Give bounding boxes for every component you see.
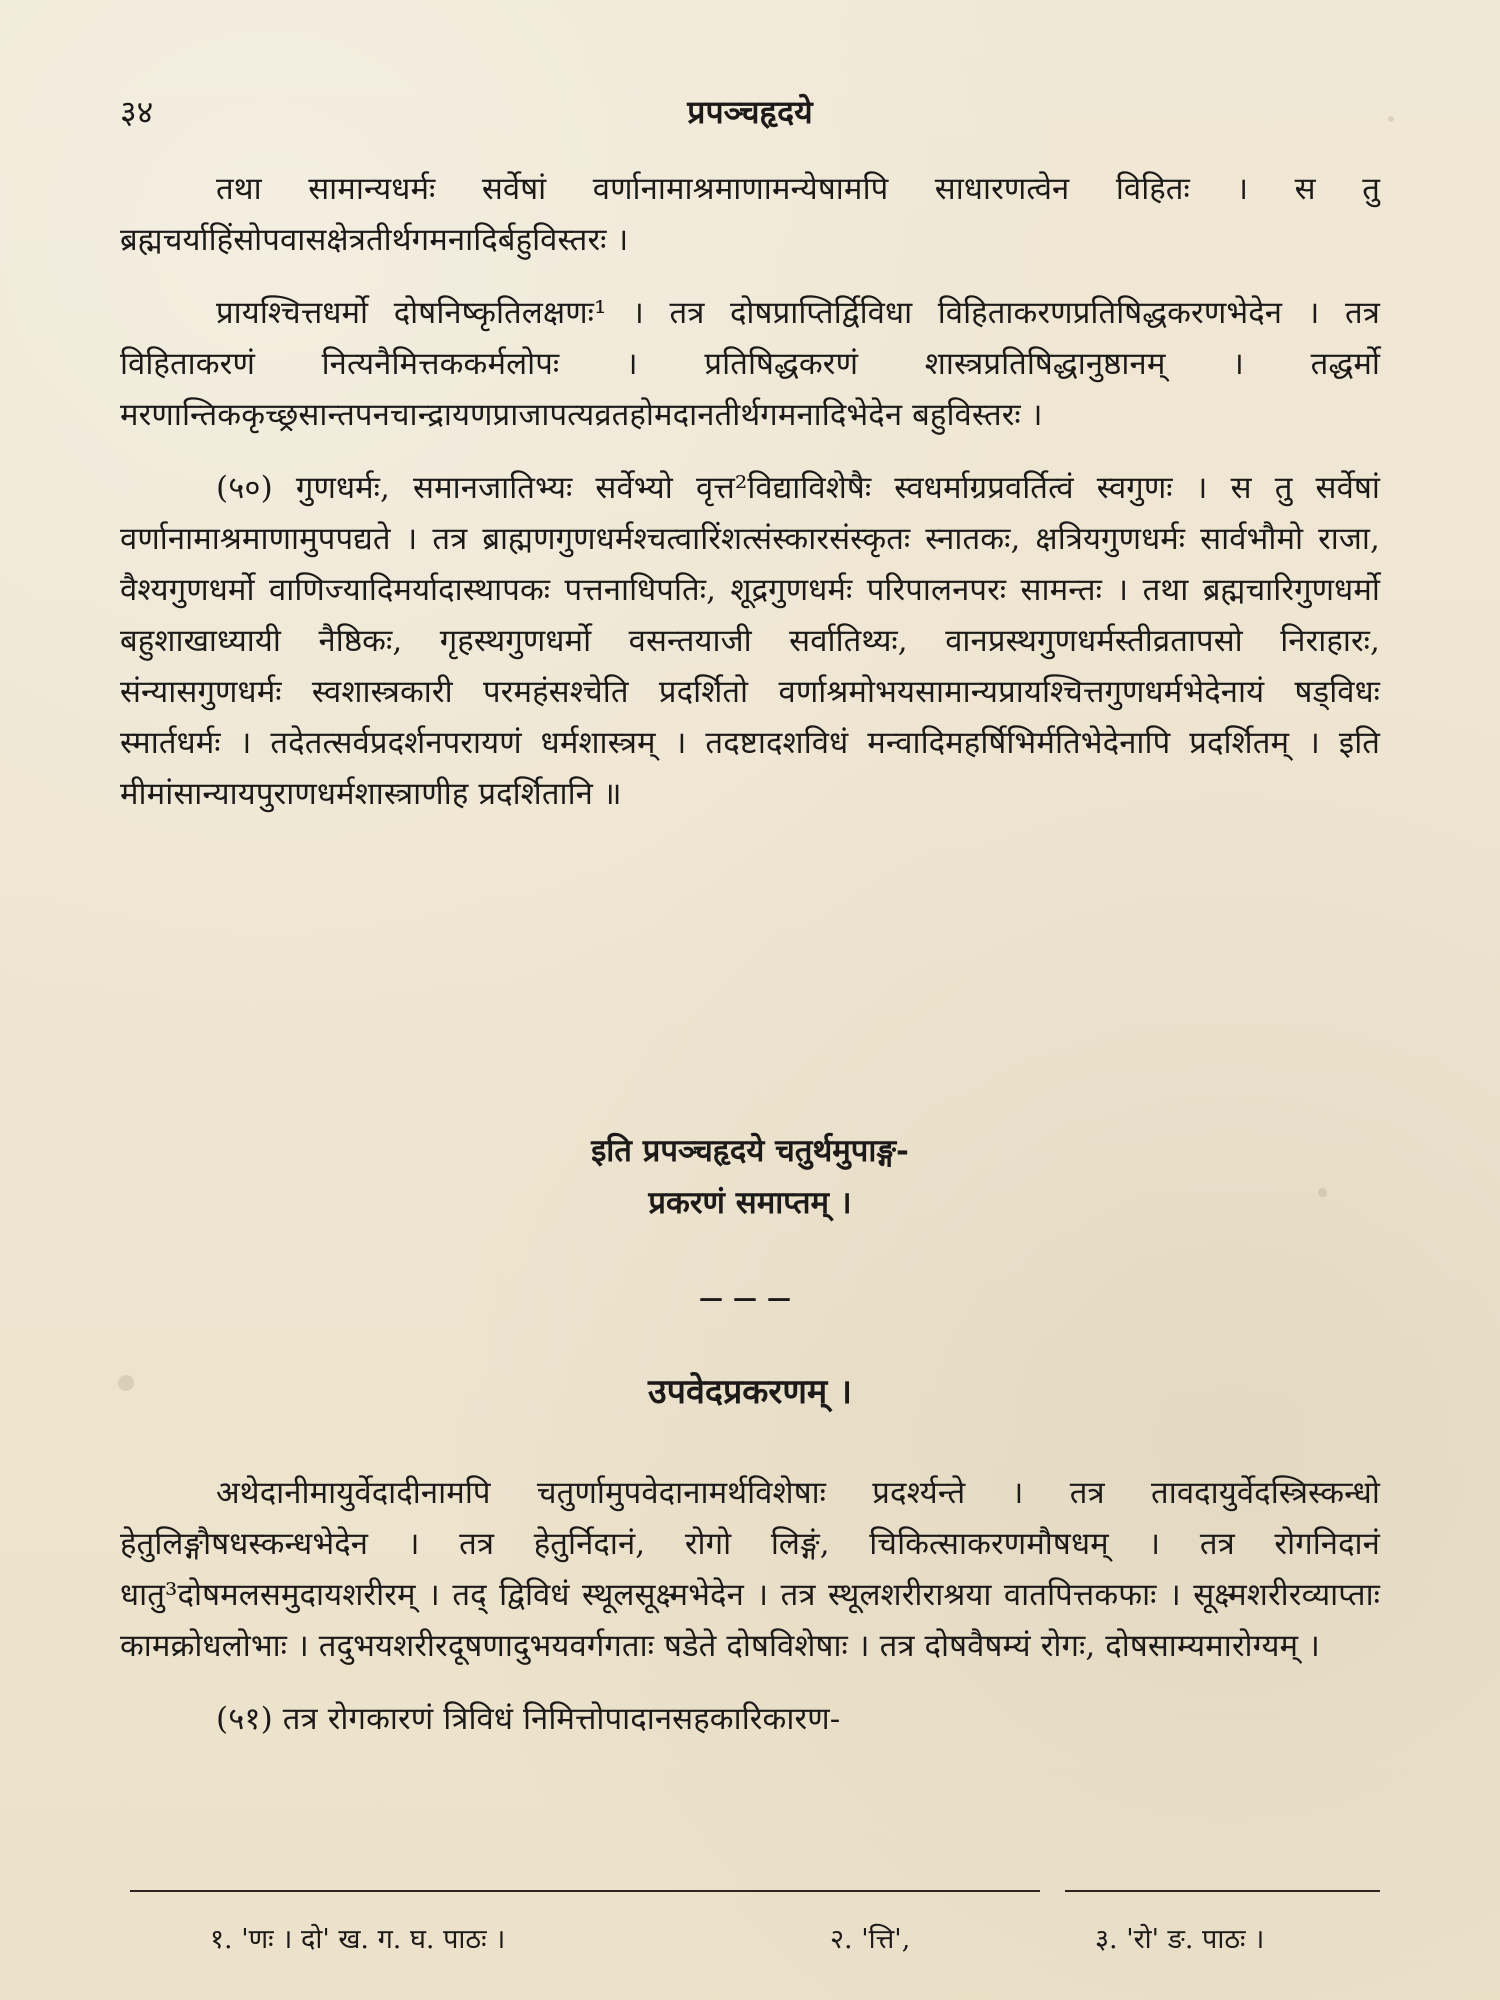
main-body xyxy=(120,164,1380,842)
section-title: उपवेदप्रकरणम् । xyxy=(648,1372,852,1412)
page-number: ३४ xyxy=(120,93,154,131)
paragraph: तथा सामान्यधर्मः सर्वेषां वर्णानामाश्रमाणामन्येषामपि साधारणत्वेन विहितः । स तु ब्रह्मचर्याहिंसोपवासक्षेत्रतीर्थगमनादिर्बहुविस्तरः । xyxy=(120,171,1380,258)
section-body xyxy=(120,1468,1380,1767)
paragraph: (५०) गुणधर्मः, समानजातिभ्यः सर्वेभ्यो वृत्त²विद्याविशेषैः स्वधर्माग्रप्रवर्तित्वं स्वगुणः । स तु सर्वेषां वर्णानामाश्रमाणामुपपद्यते । तत्र ब्राह्मणगुणधर्मश्चत्वारिंशत्संस्कारसंस्कृतः स्नातकः, क्षत्रियगुणधर्मः सार्वभौमो राजा, वैश्यगुणधर्मो वाणिज्यादिमर्यादास्थापकः पत्तनाधिपतिः, शूद्रगुणधर्मः परिपालनपरः सामन्तः । तथा ब्रह्मचारिगुणधर्मो बहुशाखाध्यायी नैष्ठिकः, गृहस्थगुणधर्मो वसन्तयाजी सर्वातिथ्यः, वानप्रस्थगुणधर्मस्तीव्रतापसो निराहारः, संन्यासगुणधर्मः स्वशास्त्रकारी परमहंसश्चेति प्रदर्शितो वर्णाश्रमोभयसामान्यप्रायश्चित्तगुणधर्मभेदेनायं षड्विधः स्मार्तधर्मः । तदेतत्सर्वप्रदर्शनपरायणं धर्मशास्त्रम् । तदष्टादशविधं मन्वादिमहर्षिभिर्मतिभेदेनापि प्रदर्शितम् । इति मीमांसान्यायपुराणधर्मशास्त्राणीह प्रदर्शितानि ॥ xyxy=(120,470,1380,812)
footnote-item: १. 'णः । दो' ख. ग. घ. पाठः । xyxy=(210,1924,506,1955)
paper-stain xyxy=(1318,1188,1327,1197)
paragraph: (५१) तत्र रोगकारणं त्रिविधं निमित्तोपादानसहकारिकारण- xyxy=(216,1701,841,1737)
colophon-line: प्रकरणं समाप्तम् । xyxy=(648,1185,852,1221)
footnote-rule xyxy=(1065,1890,1380,1892)
running-title: प्रपञ्चहृदये xyxy=(687,93,813,131)
paragraph: अथेदानीमायुर्वेदादीनामपि चतुर्णामुपवेदानामर्थविशेषाः प्रदर्श्यन्ते । तत्र तावदायुर्वेदस्त्रिस्कन्धो हेतुलिङ्गौषधस्कन्धभेदेन । तत्र हेतुर्निदानं, रोगो लिङ्गं, चिकित्साकरणमौषधम् । तत्र रोगनिदानं धातु³दोषमलसमुदायशरीरम् । तद् द्विविधं स्थूलसूक्ष्मभेदेन । तत्र स्थूलशरीराश्रया वातपित्तकफाः । सूक्ष्मशरीरव्याप्ताः कामक्रोधलोभाः । तदुभयशरीरदूषणादुभयवर्गगताः षडेते दोषविशेषाः । तत्र दोषवैषम्यं रोगः, दोषसाम्यमारोग्यम् । xyxy=(120,1475,1380,1664)
footnote-rule xyxy=(130,1890,1040,1892)
footnote-item: २. 'त्ति', xyxy=(830,1924,911,1955)
footnotes xyxy=(210,1920,1385,1960)
section-divider: ——— xyxy=(699,1283,801,1312)
footnote-item: ३. 'रो' ङ. पाठः । xyxy=(1095,1924,1265,1955)
page-header xyxy=(120,88,1380,136)
chapter-colophon xyxy=(240,1125,1260,1229)
paragraph: प्रायश्चित्तधर्मो दोषनिष्कृतिलक्षणः¹ । तत्र दोषप्राप्तिर्द्विविधा विहिताकरणप्रतिषिद्धकरणभेदेन । तत्र विहिताकरणं नित्यनैमित्तककर्मलोपः । प्रतिषिद्धकरणं शास्त्रप्रतिषिद्धानुष्ठानम् । तद्धर्मो मरणान्तिककृच्छ्रसान्तपनचान्द्रायणप्राजापत्यव्रतहोमदानतीर्थगमनादिभेदेन बहुविस्तरः । xyxy=(120,295,1380,433)
colophon-line: इति प्रपञ्चहृदये चतुर्थमुपाङ्ग- xyxy=(591,1133,909,1169)
paper-stain xyxy=(1388,116,1394,122)
